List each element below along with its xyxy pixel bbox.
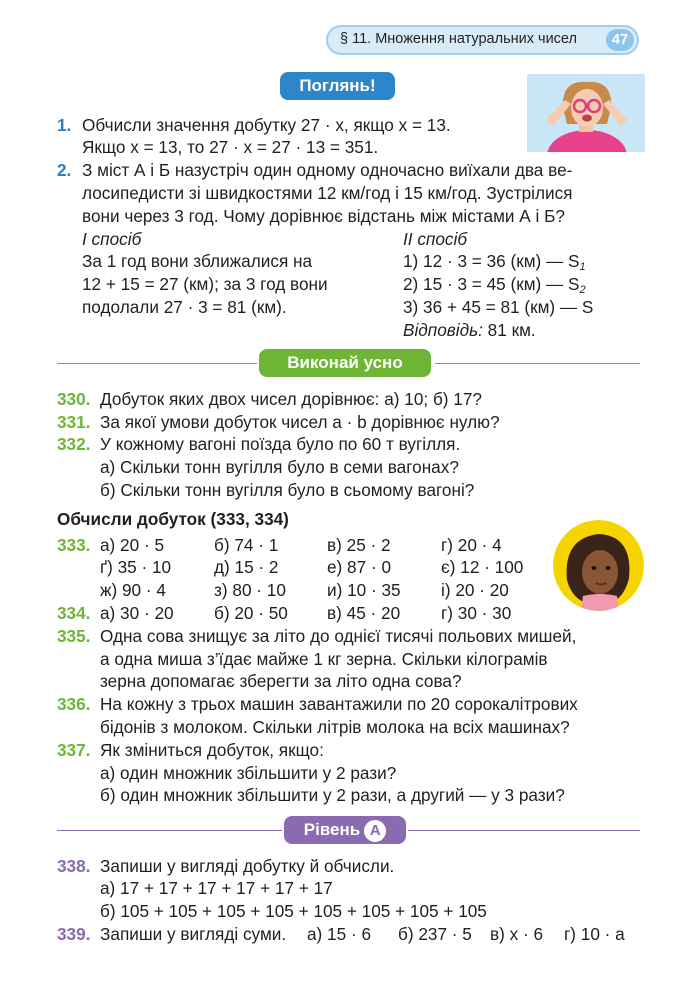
example-2-number: 2.: [57, 160, 72, 180]
girl-with-glasses-photo: [527, 74, 645, 152]
task-338-number: 338.: [57, 856, 91, 876]
task-332-b: б) Скільки тонн вугілля було в сьомому вагоні?: [100, 480, 475, 500]
task-330-number: 330.: [57, 389, 91, 409]
task-333-item: и) 10 · 35: [327, 580, 401, 600]
task-333-item: з) 80 · 10: [214, 580, 286, 600]
task-331-text: За якої умови добуток чисел a · b дорівнює нулю?: [100, 412, 500, 432]
task-335-line-3: зерна допомагає зберегти за літо одна сова?: [100, 671, 462, 691]
task-332-number: 332.: [57, 434, 91, 454]
task-333-item: і) 20 · 20: [441, 580, 509, 600]
task-331-number: 331.: [57, 412, 91, 432]
task-338-a: а) 17 + 17 + 17 + 17 + 17 + 17: [100, 878, 333, 898]
task-339-text: Запиши у вигляді суми.: [100, 924, 287, 944]
task-335-line-2: а одна миша з’їдає майже 1 кг зерна. Скільки кілограмів: [100, 649, 548, 669]
oral-divider-left: [57, 363, 257, 364]
task-333-item: ж) 90 · 4: [100, 580, 166, 600]
task-333-item: б) 74 · 1: [214, 535, 279, 555]
task-339-a: а) 15 · 6: [307, 924, 372, 944]
task-338-b: б) 105 + 105 + 105 + 105 + 105 + 105 + 105 + 105: [100, 901, 487, 921]
page-number: 47: [606, 29, 634, 51]
section-title: § 11. Множення натуральних чисел: [340, 31, 577, 47]
method-1-line-3: подолали 27 · 3 = 81 (км).: [82, 297, 287, 317]
look-banner: Поглянь!: [280, 72, 395, 100]
task-330-text: Добуток яких двох чисел дорівнює: а) 10; б) 17?: [100, 389, 482, 409]
example-2-line-2: лосипедисти зі швидкостями 12 км/год і 15 км/год. Зустрілися: [82, 183, 573, 203]
method-2-line-1: 1) 12 · 3 = 36 (км) — $S_1$: [403, 251, 586, 273]
thinking-girl-photo: [553, 520, 644, 611]
task-334-number: 334.: [57, 603, 91, 623]
task-333-item: в) 25 · 2: [327, 535, 391, 555]
task-337-line-1: Як зміниться добуток, якщо:: [100, 740, 324, 760]
example-1-line-1: Обчисли значення добутку 27 · x, якщо x = 13.: [82, 115, 451, 135]
level-letter-badge: A: [364, 820, 386, 842]
task-334-item: а) 30 · 20: [100, 603, 174, 623]
example-2-line-3: вони через 3 год. Чому дорівнює відстань між містами А і Б?: [82, 206, 565, 226]
oral-banner: Виконай усно: [259, 349, 431, 377]
level-divider-right: [408, 830, 640, 831]
oral-divider-right: [435, 363, 640, 364]
task-333-item: є) 12 · 100: [441, 557, 524, 577]
task-337-a: а) один множник збільшити у 2 рази?: [100, 763, 397, 783]
task-334-item: б) 20 · 50: [214, 603, 288, 623]
method-1-line-1: За 1 год вони зближалися на: [82, 251, 313, 271]
example-1-number: 1.: [57, 115, 72, 135]
method-1-line-2: 12 + 15 = 27 (км); за 3 год вони: [82, 274, 328, 294]
level-banner: Рівень A: [284, 816, 406, 844]
task-338-text: Запиши у вигляді добутку й обчисли.: [100, 856, 395, 876]
task-337-number: 337.: [57, 740, 91, 760]
task-337-b: б) один множник збільшити у 2 рази, а другий — у 3 рази?: [100, 785, 565, 805]
compute-heading: Обчисли добуток (333, 334): [57, 509, 289, 529]
example-2-line-1: З міст А і Б назустріч один одному одночасно виїхали два ве-: [82, 160, 573, 180]
task-336-line-2: бідонів з молоком. Скільки літрів молока на всіх машинах?: [100, 717, 570, 737]
level-divider-left: [57, 830, 282, 831]
task-339-c: в) x · 6: [490, 924, 544, 944]
task-333-item: е) 87 · 0: [327, 557, 392, 577]
task-333-item: г) 20 · 4: [441, 535, 502, 555]
example-1-line-2: Якщо x = 13, то 27 · x = 27 · 13 = 351.: [82, 137, 379, 157]
task-334-item: г) 30 · 30: [441, 603, 512, 623]
task-339-b: б) 237 · 5: [398, 924, 472, 944]
task-336-number: 336.: [57, 694, 91, 714]
task-336-line-1: На кожну з трьох машин завантажили по 20 сорокалітрових: [100, 694, 578, 714]
task-339-number: 339.: [57, 924, 91, 944]
task-333-item: ґ) 35 · 10: [100, 557, 172, 577]
method-2-line-3: 3) 36 + 45 = 81 (км) — S: [403, 297, 594, 317]
task-333-item: д) 15 · 2: [214, 557, 279, 577]
task-333-item: а) 20 · 5: [100, 535, 165, 555]
method-2-line-2: 2) 15 · 3 = 45 (км) — $S_2$: [403, 274, 586, 296]
answer: Відповідь: 81 км.: [403, 320, 536, 340]
task-332-text: У кожному вагоні поїзда було по 60 т вугілля.: [100, 434, 461, 454]
task-339-d: г) 10 · a: [564, 924, 625, 944]
task-333-number: 333.: [57, 535, 91, 555]
task-332-a: а) Скільки тонн вугілля було в семи вагонах?: [100, 457, 459, 477]
method-1-title: І спосіб: [82, 229, 142, 249]
task-334-item: в) 45 · 20: [327, 603, 401, 623]
method-2-title: ІІ спосіб: [403, 229, 468, 249]
task-335-number: 335.: [57, 626, 91, 646]
task-335-line-1: Одна сова знищує за літо до однієї тисячі польових мишей,: [100, 626, 577, 646]
